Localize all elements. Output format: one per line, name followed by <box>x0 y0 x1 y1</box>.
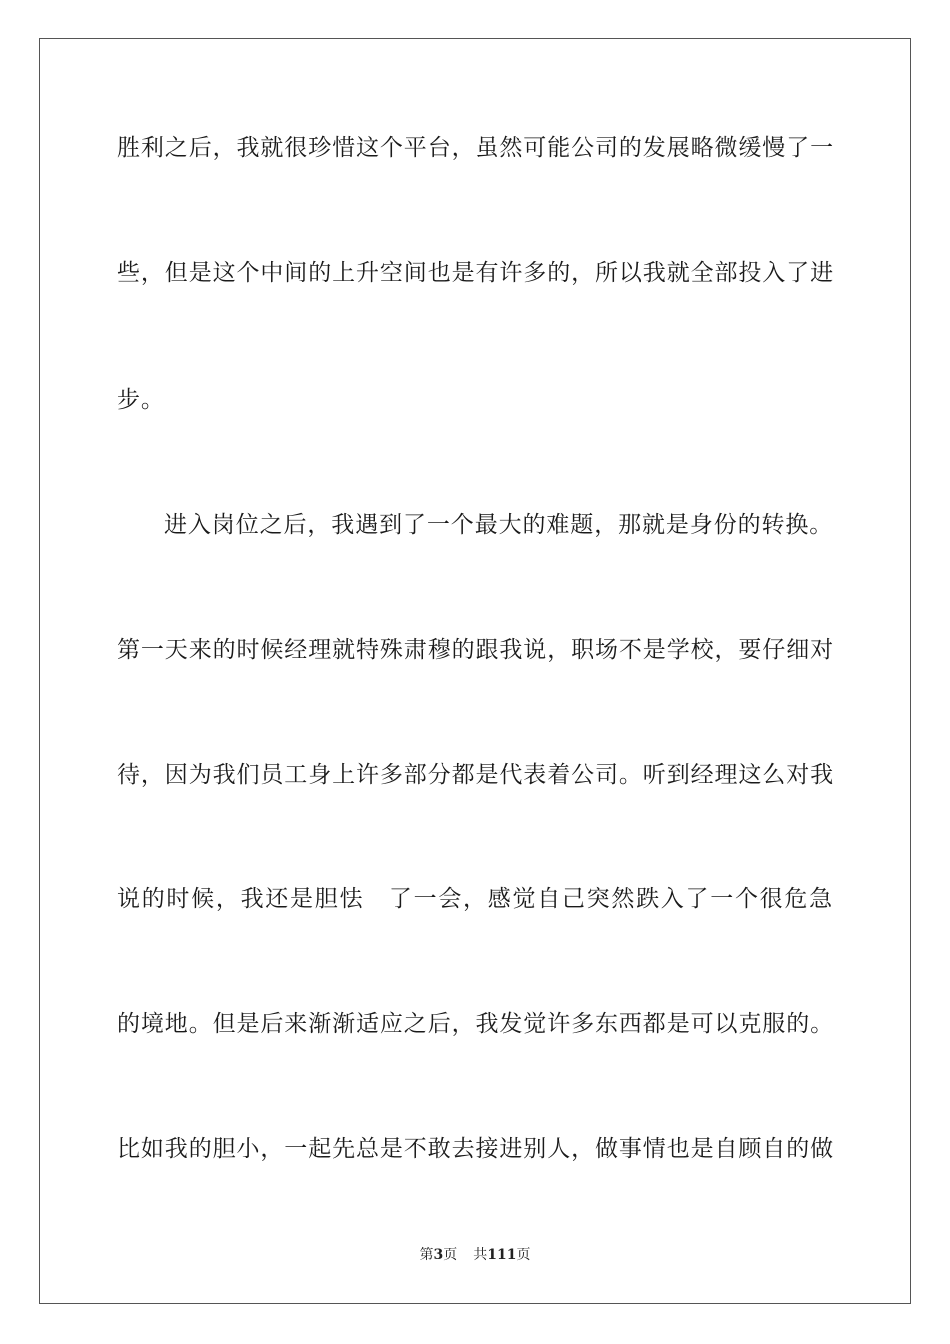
body-line-7: 说的时候，我还是胆怯 了一会，感觉自己突然跌入了一个很危急 <box>117 886 833 912</box>
body-line-3: 步。 <box>117 387 165 413</box>
body-line-4: 进入岗位之后，我遇到了一个最大的难题，那就是身份的转换。 <box>164 512 834 538</box>
page-footer <box>0 1246 950 1264</box>
footer-page-suffix: 页 <box>443 1247 458 1263</box>
body-line-1: 胜利之后，我就很珍惜这个平台，虽然可能公司的发展略微缓慢了一 <box>117 135 834 161</box>
footer-page-number: 3 <box>433 1247 444 1263</box>
footer-total-suffix: 页 <box>516 1247 531 1263</box>
body-line-5: 第一天来的时候经理就特殊肃穆的跟我说，职场不是学校，要仔细对 <box>117 637 834 663</box>
body-line-2: 些，但是这个中间的上升空间也是有许多的，所以我就全部投入了进 <box>117 260 834 286</box>
body-line-6: 待，因为我们员工身上许多部分都是代表着公司。听到经理这么对我 <box>117 762 834 788</box>
footer-total-prefix: 共 <box>473 1247 488 1263</box>
footer-page-prefix: 第 <box>419 1247 434 1263</box>
body-line-9: 比如我的胆小，一起先总是不敢去接进别人，做事情也是自顾自的做 <box>117 1136 834 1162</box>
page-frame <box>39 38 911 1304</box>
body-line-8: 的境地。但是后来渐渐适应之后，我发觉许多东西都是可以克服的。 <box>117 1011 834 1037</box>
footer-total-pages: 111 <box>487 1247 517 1263</box>
